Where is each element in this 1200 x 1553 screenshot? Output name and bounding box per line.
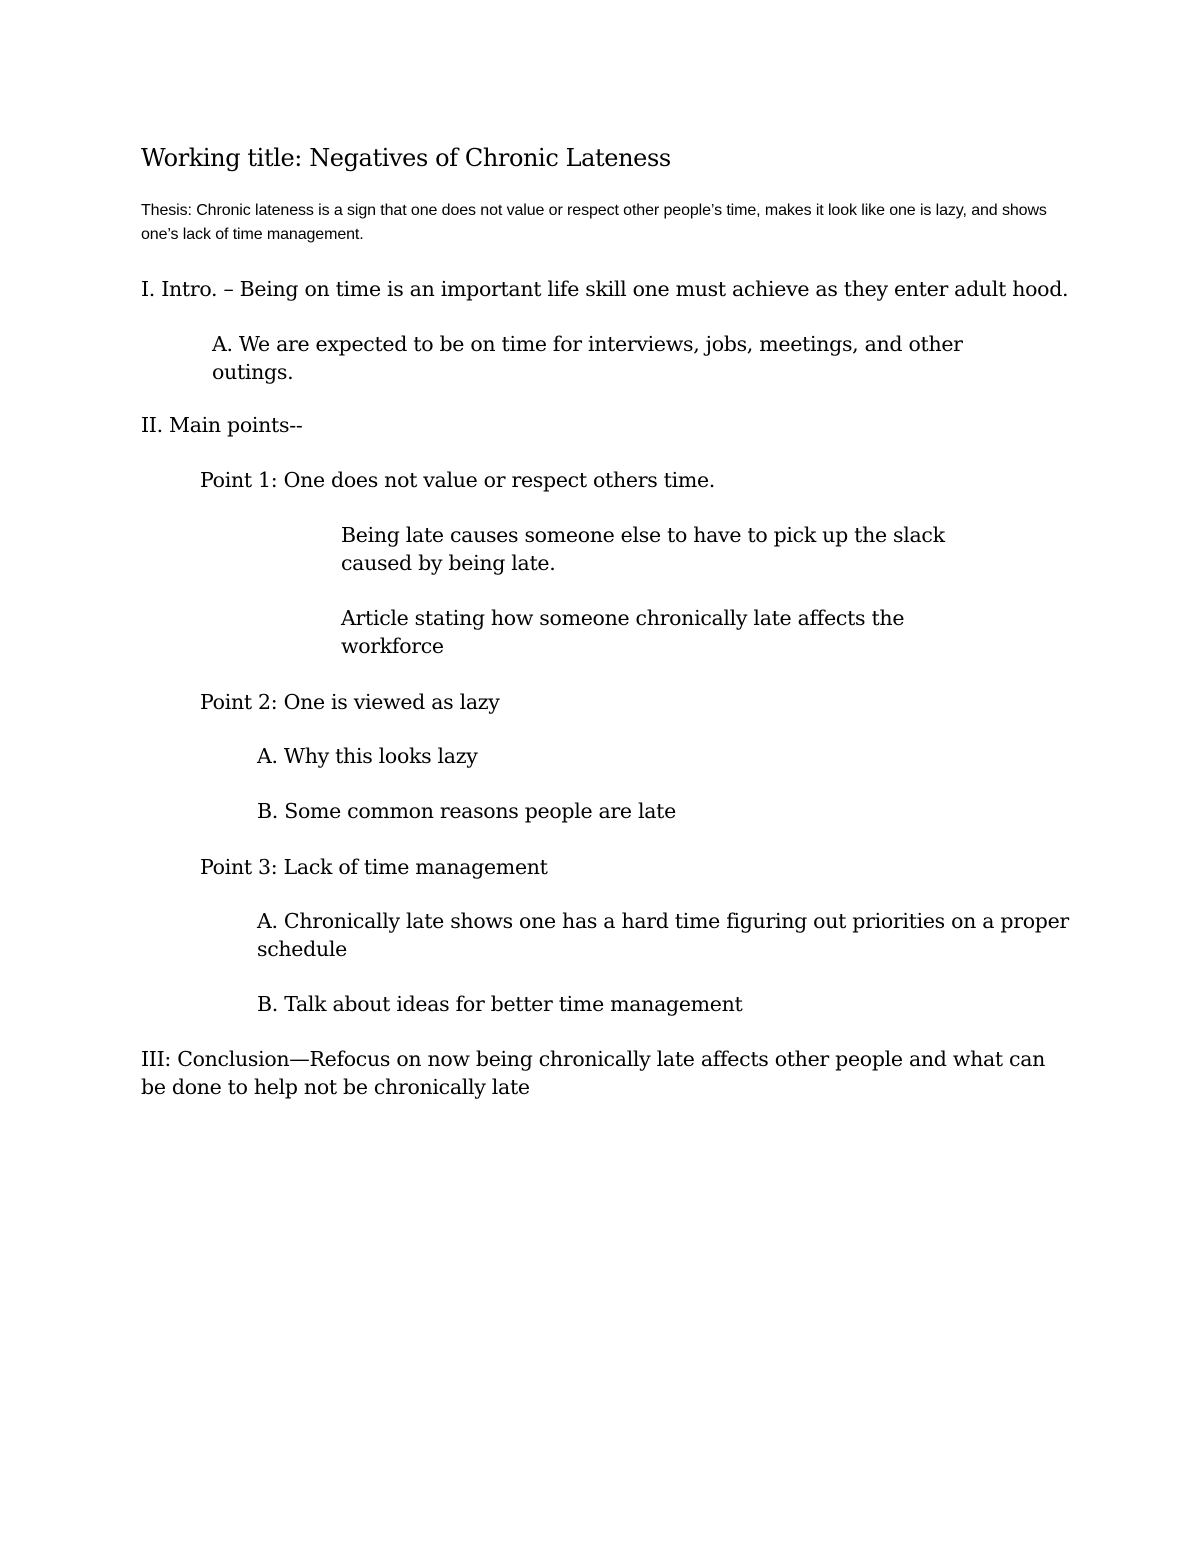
point-1-detail-2: Article stating how someone chronically late affects the workforce (341, 606, 905, 658)
point-2-sub-a: A. Why this looks lazy (257, 744, 478, 768)
point-1-detail-1: Being late causes someone else to have to pick up the slack caused by being late. (341, 523, 945, 575)
point-2-heading: Point 2: One is viewed as lazy (200, 690, 500, 714)
main-points-heading: II. Main points-- (141, 413, 303, 437)
point-1-heading: Point 1: One does not value or respect others time. (200, 468, 716, 492)
intro-heading: I. Intro. – Being on time is an important life skill one must achieve as they enter adult hood. (141, 277, 1069, 301)
point-2-sub-b: B. Some common reasons people are late (257, 799, 676, 823)
working-title: Working title: Negatives of Chronic Lateness (141, 144, 671, 172)
point-3-sub-b: B. Talk about ideas for better time management (257, 992, 743, 1016)
point-3-heading: Point 3: Lack of time management (200, 855, 548, 879)
thesis-statement: Thesis: Chronic lateness is a sign that one does not value or respect other people’s time, makes it look like one is lazy, and shows one’s lack of time management. (141, 202, 1047, 243)
intro-point-a: A. We are expected to be on time for interviews, jobs, meetings, and other outings. (212, 332, 963, 384)
point-3-sub-a: A. Chronically late shows one has a hard time figuring out priorities on a proper schedule (257, 909, 1069, 961)
conclusion: III: Conclusion—Refocus on now being chronically late affects other people and what can be done to help not be chronically late (141, 1047, 1046, 1099)
